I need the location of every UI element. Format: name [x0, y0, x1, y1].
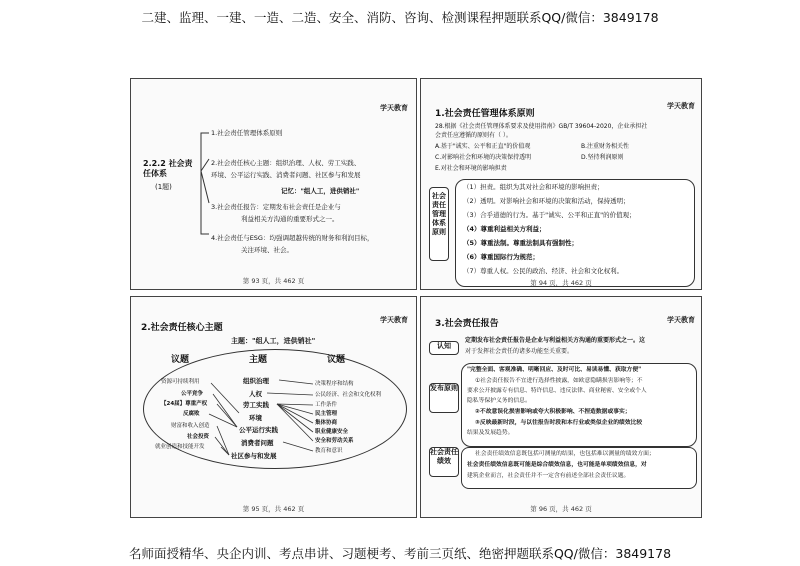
theme: 公平运行实践 [239, 426, 278, 434]
brand-logo: 学天教育 [380, 316, 408, 324]
item-3: 3.社会责任报告：定期发布社会责任是企业与 [211, 203, 341, 211]
connector-lines [131, 297, 416, 517]
principle-2: （2）透明。对影响社会和环境的决策和活动，保持透明； [463, 197, 630, 205]
item-4: 4.社会责任与ESG：均强调超越传统的财务和利润目标， [211, 234, 374, 242]
item-3b: 利益相关方沟通的重要形式之一。 [241, 215, 339, 223]
principle-5: （5）尊重法制。尊重法制具有强制性； [463, 239, 579, 247]
performance-line: 社会责任绩效信息既包括可测量的结果，也包括难以测量的绩效方面； [475, 451, 655, 457]
principle-1: （1）担责。组织为其对社会和环境的影响担责； [463, 183, 604, 191]
release-line: 结果及发展趋势。 [467, 430, 514, 436]
release-line: ②不故意误化损害影响或夸大积极影响、不捏造数据或事实； [475, 409, 631, 415]
left-issue: 【24届】尊重产权 [161, 401, 208, 407]
performance-line: 建筑企业而言，社会责任并不一定含有前述全部社会责任议题。 [467, 473, 630, 479]
page-footer: 第 96 页，共 462 页 [530, 505, 592, 513]
memory-tip: 记忆："组人工，进供销社" [281, 187, 360, 195]
page-footer: 第 93 页，共 462 页 [242, 277, 305, 285]
option-b: B.注重财务相关性 [581, 143, 630, 150]
item-2: 2.社会责任核心主题：组织治理、人权、劳工实践、 [211, 159, 361, 167]
theme: 劳工实践 [243, 401, 269, 409]
item-2b: 环境、公平运行实践、消费者问题、社区参与和发展 [211, 171, 361, 179]
top-banner: 二建、监理、一建、一造、二造、安全、消防、咨询、检测课程押题联系QQ/微信：3849178 [141, 10, 659, 25]
theme: 人权 [249, 390, 262, 398]
right-issue: 公民经济、社会和文化权利 [315, 392, 382, 398]
left-issue: 社会投资 [187, 434, 210, 440]
theme: 社区参与和发展 [231, 452, 277, 460]
slide-page-96 [420, 296, 702, 518]
cognition-text: 定期发布社会责任报告是企业与利益相关方沟通的重要形式之一。这 [465, 337, 646, 344]
cognition-text-2: 对于发挥社会责任的诸多功能至关重要。 [465, 348, 574, 355]
option-e: E.对社会和环境的影响担责 [435, 165, 507, 172]
option-d: D.坚持利润原则 [581, 154, 624, 161]
release-line: 要求公开披露专有信息、特许信息、违反法律、商业秘密、安全或个人 [467, 388, 647, 394]
slide-page-94 [420, 78, 702, 290]
left-issue: 财富和收入创造 [171, 423, 210, 429]
right-issue: 民主管理 [315, 411, 338, 417]
right-issue: 决策程序和结构 [315, 381, 354, 387]
slide-page-93 [130, 78, 417, 290]
col-issue-right: 议题 [327, 355, 346, 365]
principle-3: （3）合乎道德的行为。基于"诚实、公平和正直"的价值观； [463, 211, 636, 219]
option-a: A.基于"诚实、公平和正直"的价值观 [435, 143, 531, 150]
release-line: 隐私等保护义务的信息。 [467, 398, 531, 404]
left-issue: 资源可持续利用 [161, 379, 200, 385]
principle-6: （6）尊重国际行为规范； [463, 253, 540, 261]
right-issue: 安全和劳动关系 [315, 438, 354, 444]
brand-logo: 学天教育 [380, 104, 408, 112]
right-issue: 工作条件 [315, 402, 338, 408]
theme: 环境 [249, 414, 262, 422]
left-issue: 公平竞争 [181, 391, 204, 397]
right-issue: 教育和意识 [315, 448, 343, 454]
performance-line: 社会责任绩效信息既可能是综合绩效信息，也可能是单项绩效信息，对 [467, 462, 647, 468]
theme: 消费者问题 [241, 439, 274, 447]
panel-subtitle: 主题："组人工，进供销社" [231, 337, 316, 345]
panel-title: 1.社会责任管理体系原则 [435, 109, 535, 119]
principle-7: （7）尊重人权。公民的政治、经济、社会和文化权利。 [463, 267, 624, 275]
slide-page-95 [130, 296, 417, 518]
item-4b: 关注环境、社会。 [241, 246, 293, 254]
option-c: C.对影响社会和环境的决策保持透明 [435, 154, 532, 161]
col-theme: 主题 [249, 355, 268, 365]
right-issue: 集体协商 [315, 420, 338, 426]
release-line: ③反映最新时段，与以往报告时段和本行业或类似企业的绩效比较 [475, 420, 643, 426]
panel-title: 2.社会责任核心主题 [141, 323, 223, 333]
left-issue: 反腐败 [183, 411, 200, 417]
section-title: 2.2.2 社会责任体系 [143, 159, 193, 178]
item-1: 1.社会责任管理体系原则 [211, 129, 283, 137]
col-issue-left: 议题 [171, 355, 190, 365]
page-footer: 第 94 页，共 462 页 [530, 279, 592, 287]
label-performance: 社会责任绩效 [429, 447, 459, 477]
release-line: "完整全面、客观准确、明晰回应、及时可比、易读易懂、获取方便" [467, 367, 642, 373]
theme: 组织治理 [243, 377, 269, 385]
brand-logo: 学天教育 [667, 316, 695, 324]
label-cognition: 认知 [429, 341, 459, 355]
panel-title: 3.社会责任报告 [435, 319, 499, 329]
left-issue: 就业创造和技能开发 [155, 444, 205, 450]
right-issue: 职业健康安全 [315, 429, 349, 435]
question-text-2: 会责任应遵循的原则有（ ）。 [435, 132, 512, 139]
question-text: 28.根据《社会责任管理体系要求及使用指南》GB/T 39604-2020，企业承担社 [435, 123, 648, 130]
brand-logo: 学天教育 [667, 102, 695, 110]
release-line: ①社会责任报告不宜进行选择性披露，如欧意隐瞒损害影响等；不 [475, 378, 643, 384]
question-count: (1题) [155, 183, 172, 191]
bracket-lines [131, 79, 416, 289]
page-footer: 第 95 页，共 462 页 [242, 505, 305, 513]
label-release-principle: 发布原则 [429, 383, 459, 413]
principle-4: （4）尊重利益相关方利益； [463, 225, 546, 233]
principles-label: 社会责任管理体系原则 [429, 187, 449, 261]
bottom-banner: 名师面授精华、央企内训、考点串讲、习题梗考、考前三页纸、绝密押题联系QQ/微信：3849178 [128, 546, 672, 561]
